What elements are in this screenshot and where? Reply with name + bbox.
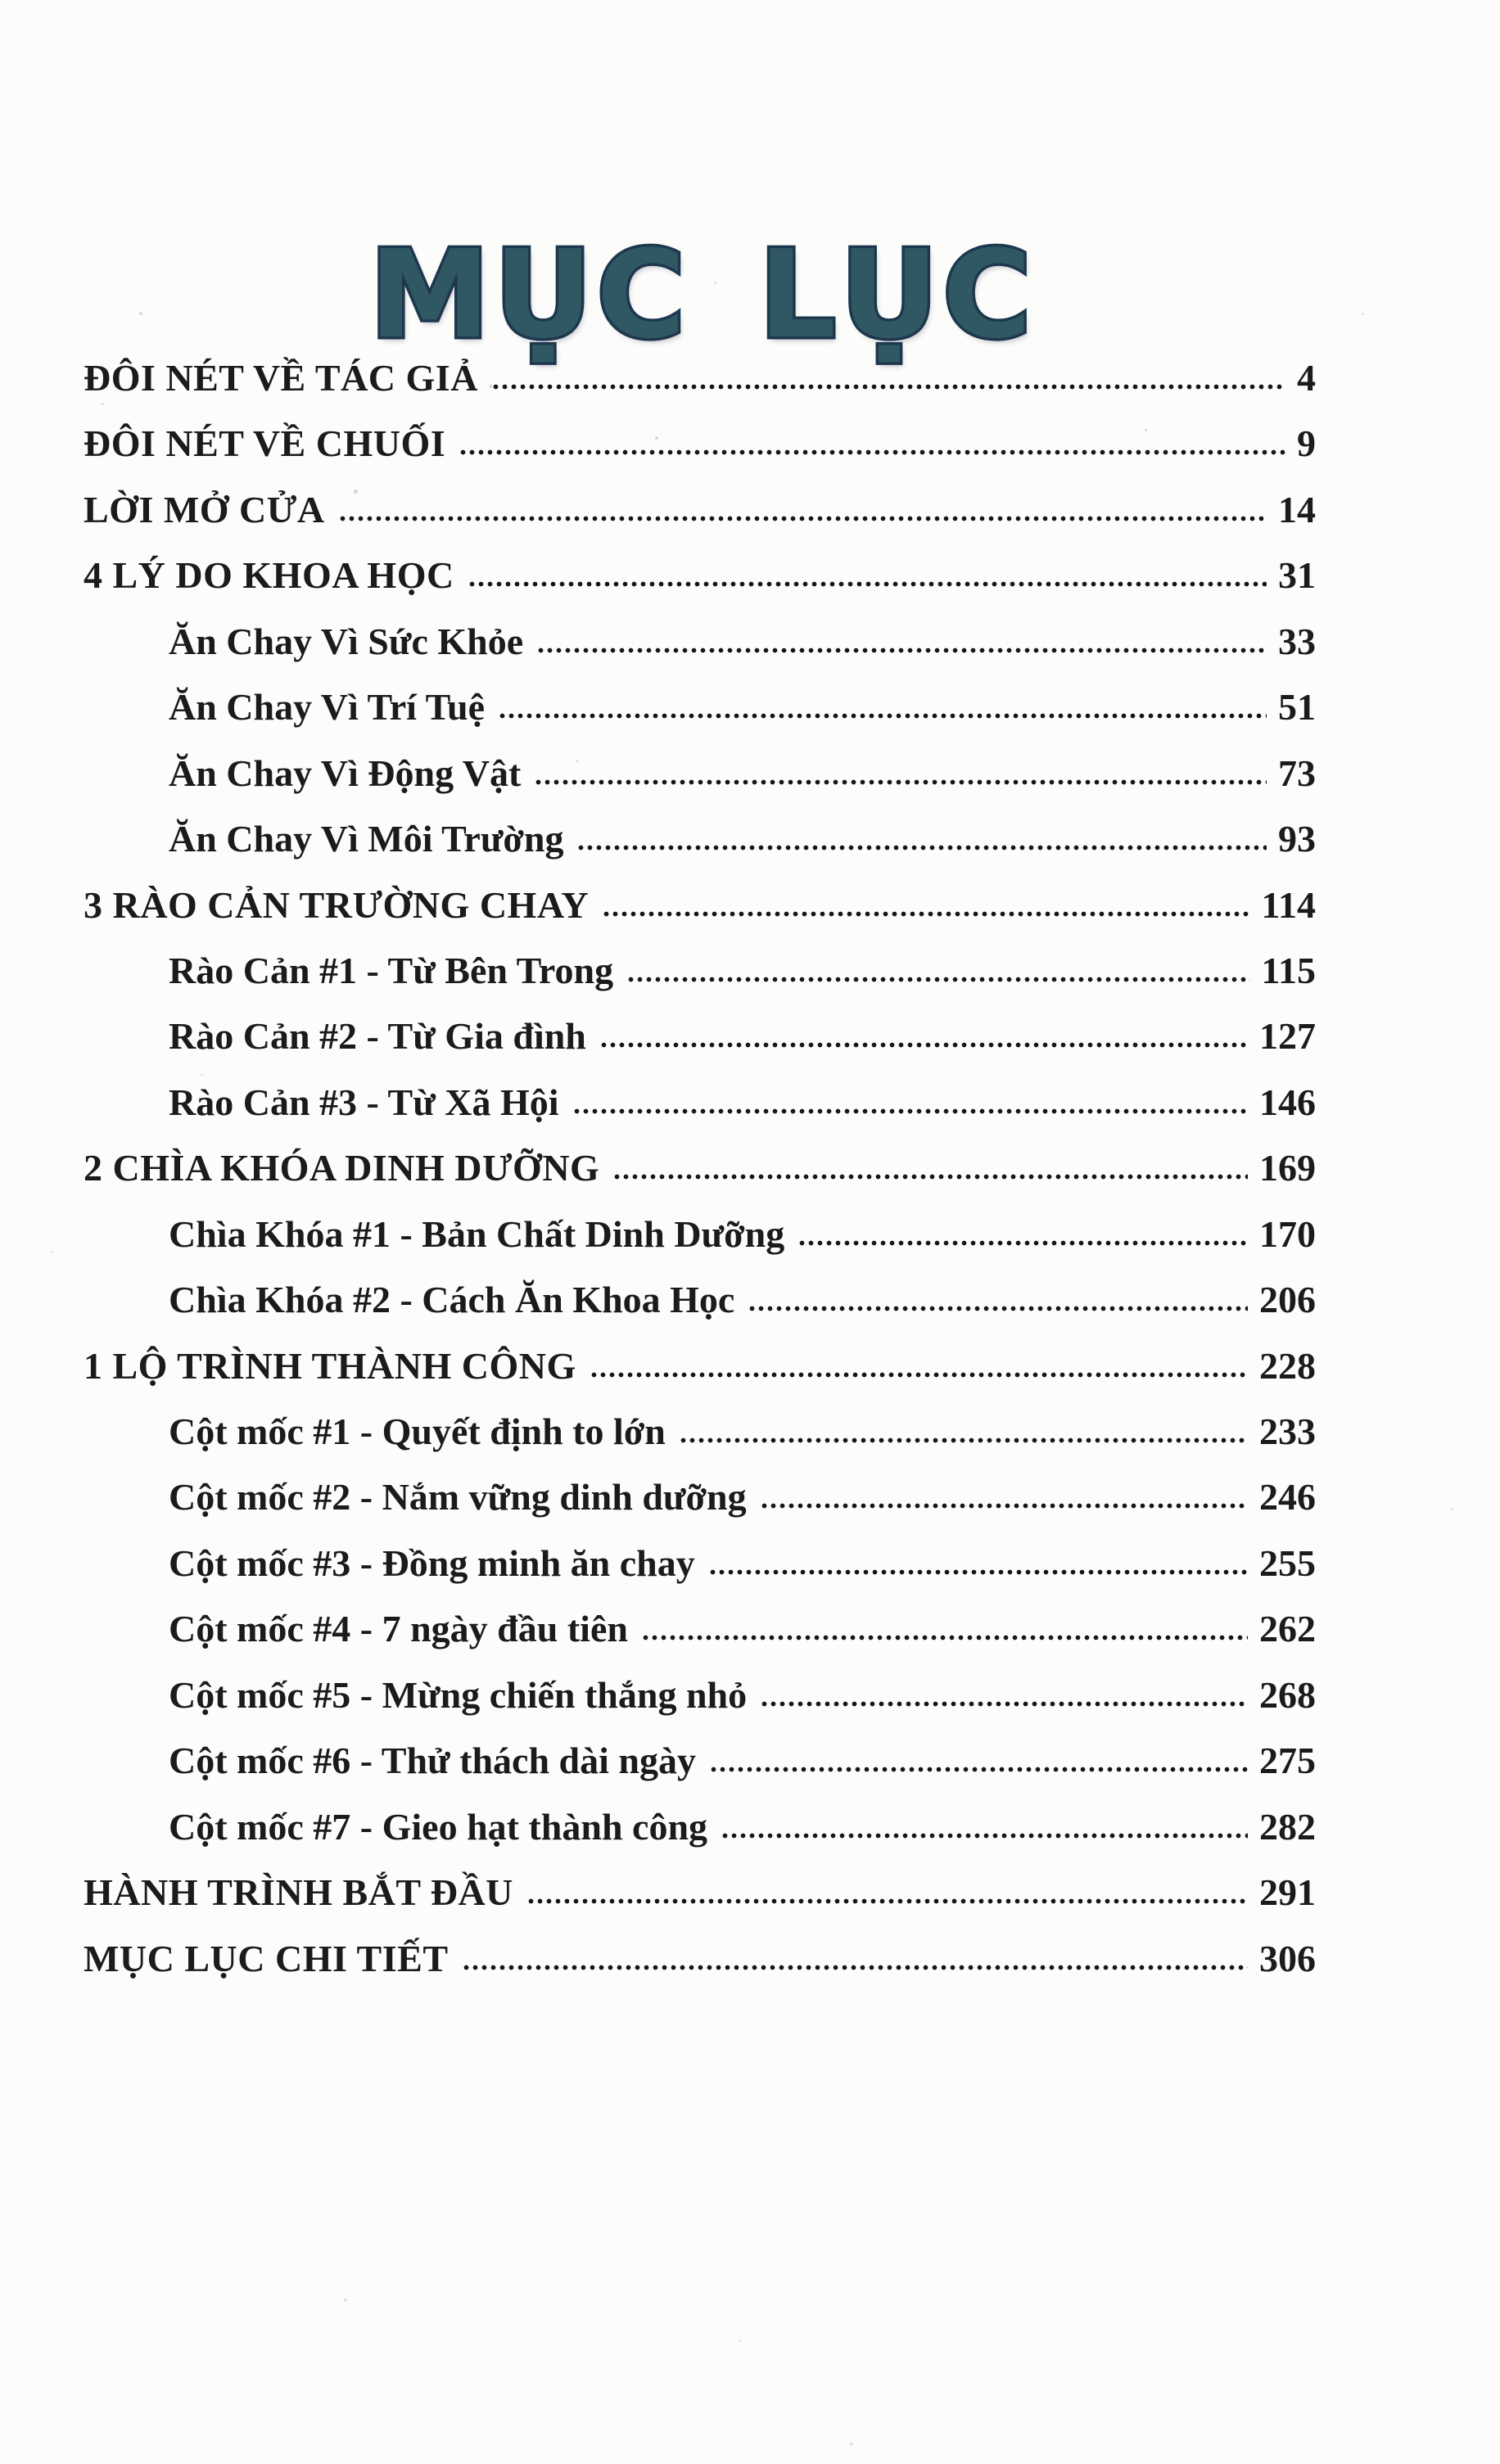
- scan-speck: [51, 1251, 53, 1253]
- toc-entry-page-number: 170: [1259, 1212, 1316, 1255]
- toc-entry-label: Cột mốc #5 - Mừng chiến thắng nhỏ: [169, 1673, 748, 1716]
- dotted-leader: [526, 1898, 1248, 1905]
- toc-entry-label: 1 LỘ TRÌNH THÀNH CÔNG: [84, 1344, 576, 1387]
- dotted-leader: [468, 580, 1267, 588]
- dotted-leader: [708, 1568, 1248, 1576]
- dotted-leader: [590, 1371, 1248, 1379]
- toc-entry-page-number: 262: [1259, 1608, 1316, 1650]
- dotted-leader: [576, 844, 1267, 851]
- toc-entry-page-number: 206: [1259, 1279, 1316, 1321]
- page-title: MỤC LỤC: [369, 224, 1036, 365]
- toc-entry-label: Cột mốc #1 - Quyết định to lớn: [169, 1410, 666, 1452]
- toc-entry: [84, 1728, 1316, 1794]
- toc-entry-page-number: 51: [1278, 686, 1316, 729]
- toc-entry: [84, 1399, 1316, 1464]
- toc-entry: [84, 1004, 1316, 1069]
- toc-entry-label: Chìa Khóa #2 - Cách Ăn Khoa Học: [169, 1279, 735, 1321]
- toc-entry: [84, 938, 1316, 1004]
- dotted-leader: [760, 1502, 1248, 1510]
- toc-entry: [84, 1202, 1316, 1267]
- dotted-leader: [599, 1041, 1248, 1049]
- toc-entry: [84, 873, 1316, 938]
- toc-entry-page-number: 282: [1259, 1805, 1316, 1848]
- toc-entry-page-number: 146: [1259, 1081, 1316, 1123]
- dotted-leader: [338, 515, 1267, 522]
- toc-entry: [84, 543, 1316, 608]
- toc-entry-label: Cột mốc #6 - Thử thách dài ngày: [169, 1740, 696, 1782]
- toc-entry-label: ĐÔI NÉT VỀ CHUỐI: [84, 422, 446, 465]
- toc-entry-label: Cột mốc #4 - 7 ngày đầu tiên: [169, 1608, 628, 1650]
- toc-entry-label: Ăn Chay Vì Môi Trường: [169, 818, 564, 860]
- toc-entry: [84, 1464, 1316, 1530]
- toc-entry-page-number: 93: [1278, 818, 1316, 860]
- dotted-leader: [748, 1305, 1248, 1312]
- dotted-leader: [626, 976, 1249, 983]
- toc-entry-page-number: 4: [1297, 357, 1316, 399]
- toc-entry-label: ĐÔI NÉT VỀ TÁC GIẢ: [84, 357, 478, 399]
- toc-entry-label: Rào Cản #3 - Từ Xã Hội: [169, 1081, 559, 1123]
- toc-entry-page-number: 9: [1297, 422, 1316, 465]
- toc-entry-page-number: 228: [1259, 1344, 1316, 1387]
- toc-entry: [84, 1135, 1316, 1201]
- toc-entry-label: Cột mốc #3 - Đồng minh ăn chay: [169, 1541, 695, 1584]
- toc-entry-label: Ăn Chay Vì Động Vật: [169, 751, 522, 794]
- scan-speck: [1451, 1508, 1453, 1510]
- toc-entry: [84, 1334, 1316, 1399]
- toc-entry: [84, 411, 1316, 476]
- toc-entry-page-number: 306: [1259, 1937, 1316, 1979]
- scan-speck: [850, 2443, 853, 2445]
- scan-speck: [344, 2299, 347, 2302]
- toc-entry-label: 3 RÀO CẢN TRƯỜNG CHAY: [84, 883, 590, 926]
- dotted-leader: [602, 910, 1249, 918]
- toc-entry-label: HÀNH TRÌNH BẮT ĐẦU: [84, 1871, 513, 1914]
- title-block: [0, 224, 1453, 365]
- scanned-book-page: [0, 224, 1500, 2464]
- toc-entry-page-number: 169: [1259, 1147, 1316, 1189]
- dotted-leader: [721, 1832, 1248, 1839]
- toc-entry-page-number: 33: [1278, 620, 1316, 662]
- dotted-leader: [709, 1766, 1248, 1773]
- toc-entry: [84, 806, 1316, 872]
- toc-list: [84, 345, 1316, 1992]
- toc-entry: [84, 1070, 1316, 1135]
- toc-entry-page-number: 233: [1259, 1410, 1316, 1452]
- toc-entry-page-number: 114: [1261, 883, 1316, 926]
- dotted-leader: [462, 1964, 1249, 1971]
- toc-entry-page-number: 268: [1259, 1673, 1316, 1716]
- toc-entry-label: MỤC LỤC CHI TIẾT: [84, 1937, 449, 1979]
- dotted-leader: [536, 647, 1267, 654]
- toc-entry: [84, 1531, 1316, 1596]
- toc-entry-label: Cột mốc #2 - Nắm vững dinh dưỡng: [169, 1476, 747, 1519]
- toc-entry-page-number: 255: [1259, 1541, 1316, 1584]
- toc-entry: [84, 1596, 1316, 1662]
- dotted-leader: [612, 1173, 1248, 1180]
- toc-entry: [84, 477, 1316, 543]
- toc-entry-label: Ăn Chay Vì Sức Khỏe: [169, 620, 524, 662]
- dotted-leader: [534, 778, 1267, 786]
- scan-speck: [739, 2340, 741, 2342]
- toc-entry-page-number: 14: [1278, 488, 1316, 530]
- toc-entry-page-number: 31: [1278, 554, 1316, 597]
- toc-entry-page-number: 127: [1259, 1015, 1316, 1058]
- toc-entry-label: Ăn Chay Vì Trí Tuệ: [169, 686, 486, 729]
- dotted-leader: [491, 383, 1285, 390]
- toc-entry: [84, 741, 1316, 806]
- toc-entry-page-number: 73: [1278, 751, 1316, 794]
- toc-entry-page-number: 275: [1259, 1740, 1316, 1782]
- toc-entry-label: 4 LÝ DO KHOA HỌC: [84, 554, 454, 597]
- toc-entry: [84, 1794, 1316, 1860]
- dotted-leader: [797, 1239, 1248, 1247]
- toc-entry-label: 2 CHÌA KHÓA DINH DƯỠNG: [84, 1147, 600, 1189]
- toc-entry-label: Chìa Khóa #1 - Bản Chất Dinh Dưỡng: [169, 1212, 785, 1255]
- dotted-leader: [679, 1437, 1248, 1444]
- dotted-leader: [760, 1700, 1248, 1708]
- toc-entry-page-number: 291: [1259, 1871, 1316, 1914]
- dotted-leader: [498, 712, 1267, 720]
- toc-entry-label: Cột mốc #7 - Gieo hạt thành công: [169, 1805, 708, 1848]
- toc-entry: [84, 609, 1316, 675]
- toc-entry-label: Rào Cản #2 - Từ Gia đình: [169, 1015, 586, 1058]
- toc-entry: [84, 675, 1316, 740]
- toc-entry-page-number: 115: [1261, 949, 1316, 991]
- toc-entry: [84, 1926, 1316, 1992]
- toc-entry-page-number: 246: [1259, 1476, 1316, 1519]
- toc-entry: [84, 1267, 1316, 1333]
- dotted-leader: [572, 1108, 1248, 1115]
- toc-entry-label: Rào Cản #1 - Từ Bên Trong: [169, 949, 614, 991]
- dotted-leader: [641, 1634, 1248, 1641]
- toc-entry-label: LỜI MỞ CỬA: [84, 488, 325, 530]
- dotted-leader: [459, 449, 1285, 456]
- toc-entry: [84, 1663, 1316, 1728]
- toc-entry: [84, 1860, 1316, 1925]
